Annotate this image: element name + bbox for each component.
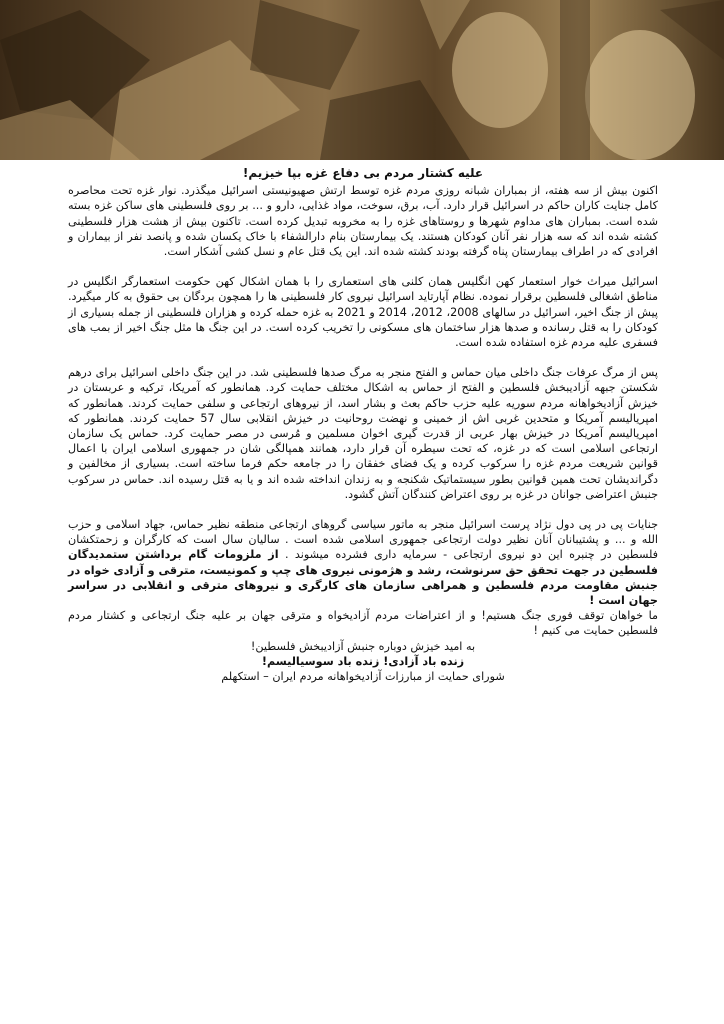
closing-slogan: زنده باد آزادی! زنده باد سوسیالیسم! [261, 654, 465, 668]
paragraph-2: اسرائیل میراث خوار استعمار کهن انگلیس همان کلنی های استعماری را با همان اشکال کهن حکومت استعمارگر انگلیس در مناطق اشغالی فلسطین برقرار نموده. نظام آپارتاید اسرائیل نیروی کار فلسطینی ها را همچون بردگان بی حقوق به کار میگیرد. پیش از جنگ اخیر، اسرائیل در سالهای 2008، 2012، 2014 و 2021 به غزه حمله کرده و هزاران فلسطینی از جمله بسیاری از کودکان را به قتل رسانده و صدها هزار ساختمان های مسکونی را تخریب کرده است. در این جنگ ها مثل جنگ اخیر از بمب های فسفری علیه مردم غزه استفاده شده است. [68, 275, 659, 350]
document-body [68, 166, 658, 684]
paragraph-3: پس از مرگ عرفات جنگ داخلی میان حماس و الفتح منجر به مرگ صدها فلسطینی شد. در این جنگ داخلی اسرائیل برای درهم شکستن جبهه آزادیبخش فلسطین و الفتح از حماس به اشکال مختلف حمایت کرد. همانطور که آمریکا، ترکیه و عربستان در خیزش آزادیخواهانه مردم سوریه علیه حزب حاکم بعث و بشار اسد، از نیروهای ارتجاعی و سلفی حمایت کردند. همانطور که امپریالیسم آمریکا و متحدین غربی اش از خمینی و نهضت روحانیت در خیزش انقلابی سال 57 حمایت کردند. همانطور که امپریالیسم آمریکا در خیزش بهار عربی از قدرت گیری اخوان مسلمین و مُرسی در مصر حمایت کرد. حماس یک سازمان ارتجاعی اسلامی است که در غزه، که تحت سیطره آن قرار دارد، همانند همپالگی شان در جمهوری اسلامی ایران با اعمال قوانین شریعت مردم غزه را سرکوب کرده و یک فضای خفقان را در جامعه حکم فرما ساخته است. بسیاری از مخالفین و دگراندیشان تحت همین قوانین بطور سیستماتیک شکنجه و به زندان انداخته شده اند و یا به قتل رسیده اند. حماس در سرکوب جنبش اعتراضی جوانان در غزه بر روی اعتراض کنندگان آتش گشود. [68, 366, 658, 501]
paragraph-4-text: جنایات پی در پی دول نژاد پرست اسرائیل منجر به ماتور سیاسی گروهای ارتجاعی منطقه نظیر حماس، جهاد اسلامی و حزب الله و ... و پشتیبانان آنان نظیر دولت ارتجاعی جمهوری اسلامی شده است . سالیان سال است که کارگران و زحمتکشان فلسطین در چنبره این دو نیروی ارتجاعی - سرمایه داری فشرده میشوند . [68, 518, 659, 562]
paragraph-4 [68, 517, 658, 608]
rubble-photo-icon [0, 0, 724, 160]
paragraph-1: اکنون بیش از سه هفته، از بمباران شبانه روزی مردم غزه توسط ارتش صهیونیستی اسرائیل میگذرد. نوار غزه تحت محاصره کامل جنایت کاران حاکم در اسرائیل قرار دارد. آب، برق، سوخت، مواد غذایی، دارو و ... بر روی فلسطینی های ساکن غزه بسته شده است. بمباران های مداوم شهرها و روستاهای غزه را به مخروبه تبدیل کرده است. تاکنون بیش از هشت هزار فلسطینی کشته شده اند که سه هزار نفر آنان کودکان هستند. یک بیمارستان بنام دارالشفاء با خاک یکسان شده و پانصد نفر از بیماران و افرادی که در اطراف بیمارستان پناه گرفته بودند کشته شده اند. این یک قتل عام و نسل کشی آشکار است. [68, 184, 658, 259]
closing-line-1: به امید خیزش دوباره جنبش آزادیبخش فلسطین! [250, 639, 476, 653]
paragraph-4-bold-text: از ملزومات گام برداشتن ستمدیدگان فلسطین در جهت تحقق حق سرنوشت، رشد و هژمونی نیروی های چپ و کمونیست، مترقی و آزادی خواه در جنبش مقاومت مردم فلسطین و همراهی سازمان های کارگری و نیروهای مترقی و انقلابی در سراسر جهان است ! [68, 548, 658, 608]
document-title: علیه کشتار مردم بی دفاع غزه بپا خیزیم! [242, 166, 484, 180]
paragraph-5: ما خواهان توقف فوری جنگ هستیم! و از اعتراضات مردم آزادیخواه و مترقی جهان بر علیه جنگ ارتجاعی و کشتار مردم فلسطین حمایت می کنیم ! [68, 609, 658, 638]
banner-photo [0, 0, 724, 160]
signature-line: شورای حمایت از مبارزات آزادیخواهانه مردم ایران – استکهلم [221, 670, 505, 684]
